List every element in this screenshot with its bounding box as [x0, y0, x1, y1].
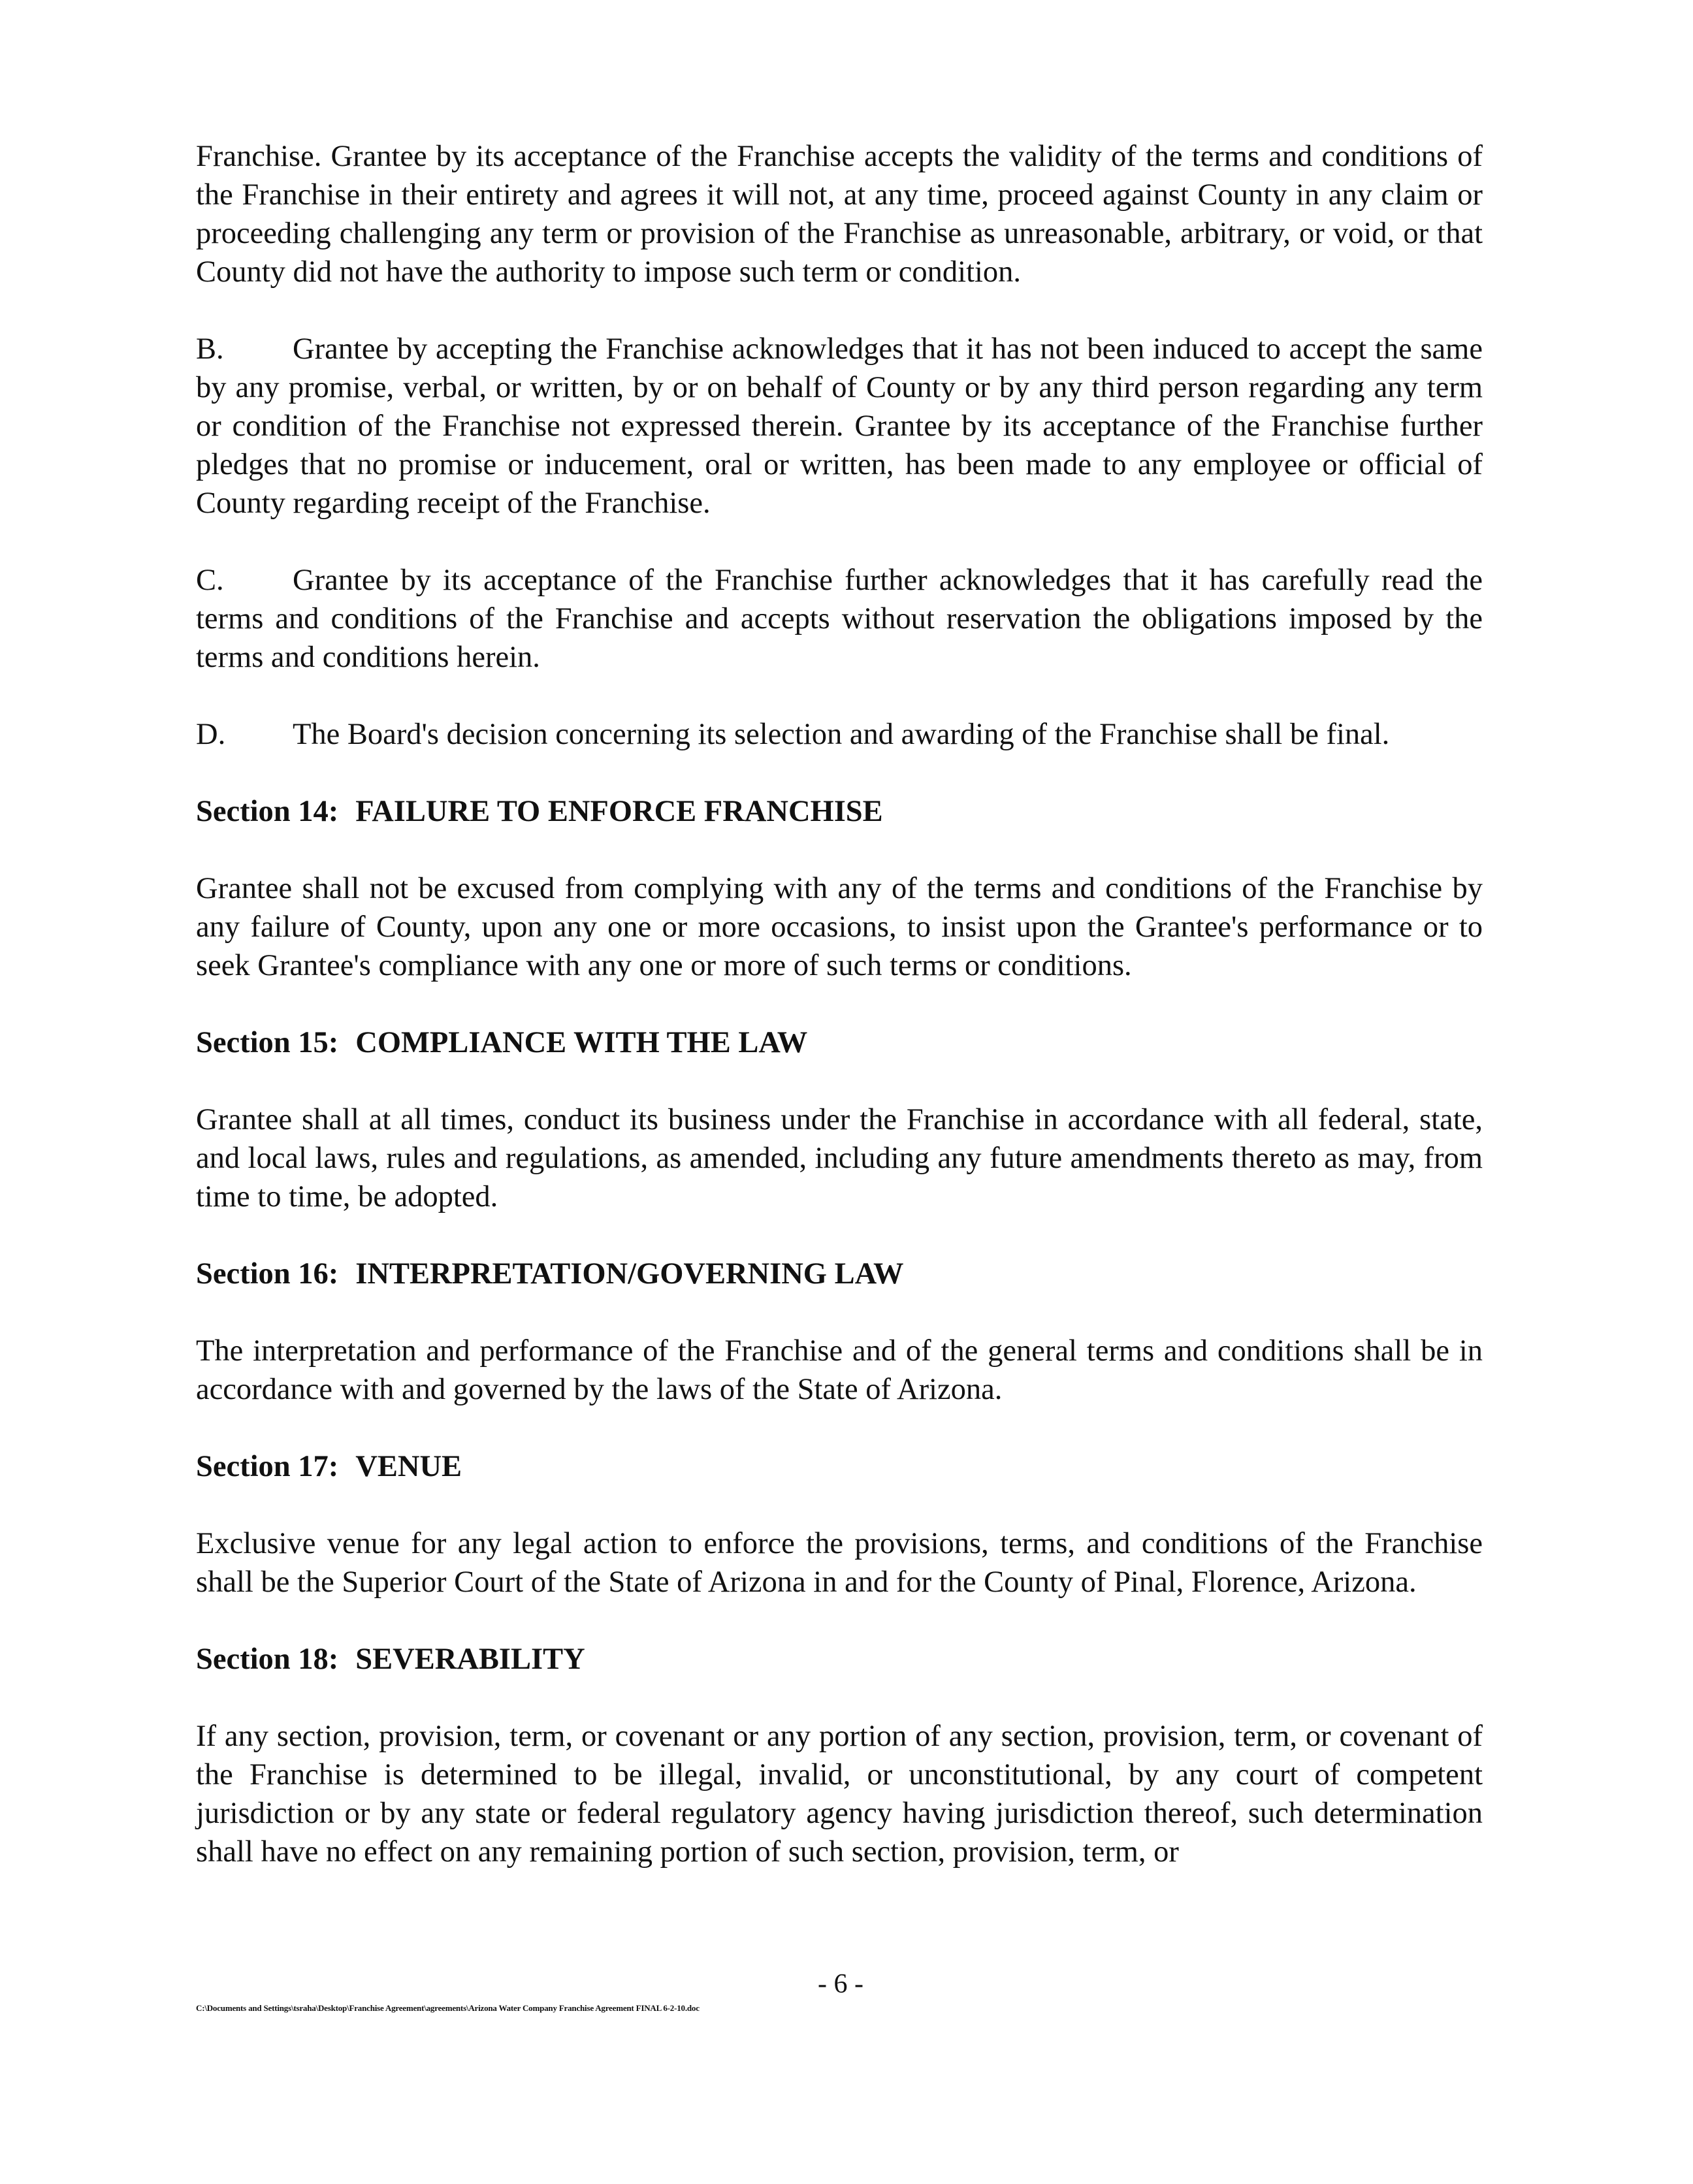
item-letter: B. — [196, 332, 224, 366]
section-14-body: Grantee shall not be excused from complying with any of the terms and conditions of the Franchise by any failure of County, upon any one or more occasions, to insist upon the Grantee's performance or to seek Grantee's compliance with any one or more of such terms or conditions. — [196, 872, 1483, 982]
file-path: C:\Documents and Settings\tsraha\Desktop\Franchise Agreement\agreements\Arizona Water Company Franchise Agreement FINAL 6-2-10.doc — [196, 2003, 700, 2013]
document-page — [196, 137, 1483, 1910]
section-16-heading — [196, 1255, 1483, 1293]
page-number: - 6 - — [818, 1969, 863, 1999]
lettered-item-c — [196, 561, 1483, 677]
section-18-heading — [196, 1640, 1483, 1678]
section-title: VENUE — [355, 1450, 462, 1483]
section-17-body: Exclusive venue for any legal action to enforce the provisions, terms, and conditions of the Franchise shall be the Superior Court of the State of Arizona in and for the County of Pinal, Florence, Arizona. — [196, 1527, 1483, 1599]
section-title: SEVERABILITY — [355, 1643, 585, 1676]
section-title: FAILURE TO ENFORCE FRANCHISE — [355, 795, 883, 828]
intro-paragraph: Franchise. Grantee by its acceptance of the Franchise accepts the validity of the terms and conditions of the Franchise in their entirety and agrees it will not, at any time, proceed against County in any claim or proceeding challenging any term or provision of the Franchise as unreasonable, arbitrary, or void, or that County did not have the authority to impose such term or condition. — [196, 140, 1483, 289]
section-number: Section 14: — [196, 795, 339, 828]
section-15-heading — [196, 1023, 1483, 1062]
section-16-body: The interpretation and performance of the Franchise and of the general terms and conditions shall be in accordance with and governed by the laws of the State of Arizona. — [196, 1334, 1483, 1406]
section-title: COMPLIANCE WITH THE LAW — [355, 1026, 808, 1059]
item-text: Grantee by accepting the Franchise acknowledges that it has not been induced to accept the same by any promise, verbal, or written, by or on behalf of County or by any third person regarding any term or condition of the Franchise not expressed therein. Grantee by its acceptance of the Franchise further pledges that no promise or inducement, oral or written, has been made to any employee or official of County regarding receipt of the Franchise. — [196, 332, 1483, 520]
section-14-heading — [196, 792, 1483, 831]
lettered-item-d — [196, 715, 1483, 754]
lettered-item-b — [196, 330, 1483, 522]
section-15-body: Grantee shall at all times, conduct its business under the Franchise in accordance with all federal, state, and local laws, rules and regulations, as amended, including any future amendments thereto as may, from time to time, be adopted. — [196, 1103, 1483, 1213]
item-letter: D. — [196, 718, 226, 751]
item-letter: C. — [196, 564, 224, 597]
section-number: Section 16: — [196, 1257, 339, 1291]
section-title: INTERPRETATION/GOVERNING LAW — [355, 1257, 904, 1291]
section-number: Section 15: — [196, 1026, 339, 1059]
section-18-body: If any section, provision, term, or covenant or any portion of any section, provision, term, or covenant of the Franchise is determined to be illegal, invalid, or unconstitutional, by any court of competent jurisdiction or by any state or federal regulatory agency having jurisdiction thereof, such determination shall have no effect on any remaining portion of such section, provision, term, or — [196, 1720, 1483, 1869]
section-number: Section 18: — [196, 1643, 339, 1676]
item-text: The Board's decision concerning its selection and awarding of the Franchise shall be final. — [293, 718, 1390, 751]
section-17-heading — [196, 1447, 1483, 1486]
item-text: Grantee by its acceptance of the Franchise further acknowledges that it has carefully read the terms and conditions of the Franchise and accepts without reservation the obligations imposed by the terms and conditions herein. — [196, 564, 1483, 674]
section-number: Section 17: — [196, 1450, 339, 1483]
